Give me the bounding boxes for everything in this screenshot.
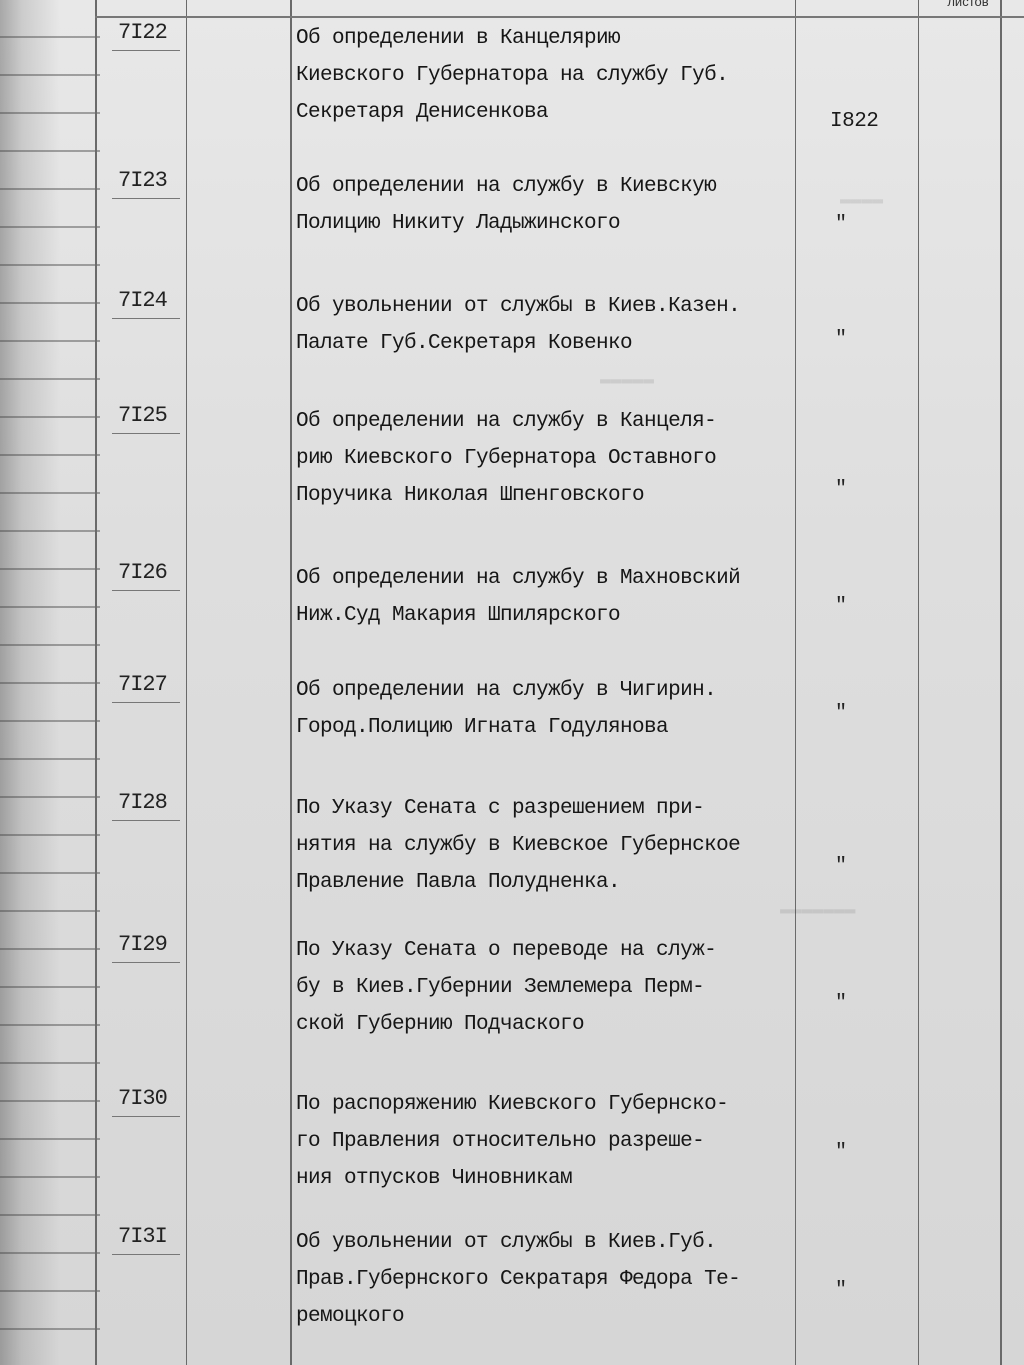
title-line: По Указу Сената с разрешением при-	[296, 797, 705, 820]
title-line: Поручика Николая Шпенговского	[296, 484, 645, 507]
left-margin-rules	[0, 0, 100, 1365]
entry-title	[296, 560, 856, 634]
title-line: рию Киевского Губернатора Оставного	[296, 447, 717, 470]
bleed-through: ▬▬▬▬	[840, 190, 884, 210]
entry-title	[296, 790, 856, 901]
list-item	[100, 158, 1024, 278]
ditto-mark: "	[835, 855, 848, 878]
title-line: ния отпусков Чиновникам	[296, 1167, 573, 1190]
entry-title	[296, 168, 856, 242]
entry-number: 7I27	[118, 672, 167, 697]
ditto-mark: "	[835, 992, 848, 1015]
ditto-mark: "	[835, 1279, 848, 1302]
entry-title	[296, 288, 856, 362]
number-underline	[112, 702, 180, 703]
number-underline	[112, 433, 180, 434]
entry-year: I822	[830, 110, 879, 133]
entry-number: 7I30	[118, 1086, 167, 1111]
title-line: Об определении в Канцелярию	[296, 27, 621, 50]
number-underline	[112, 590, 180, 591]
entry-number: 7I26	[118, 560, 167, 585]
title-line: ремоцкого	[296, 1305, 405, 1328]
title-line: Киевского Губернатора на службу Губ.	[296, 64, 729, 87]
entry-title	[296, 20, 856, 131]
entry-number: 7I22	[118, 20, 167, 45]
title-line: бу в Киев.Губернии Землемера Перм-	[296, 976, 705, 999]
number-underline	[112, 50, 180, 51]
title-line: По Указу Сената о переводе на служ-	[296, 939, 717, 962]
ditto-mark: "	[835, 213, 848, 236]
title-line: Об определении на службу в Киевскую	[296, 175, 717, 198]
title-line: Прав.Губернского Секратаря Федора Те-	[296, 1268, 741, 1291]
list-item	[100, 10, 1024, 133]
ditto-mark: "	[835, 1141, 848, 1164]
title-line: Об увольнении от службы в Киев.Губ.	[296, 1231, 717, 1254]
title-line: го Правления относительно разреше-	[296, 1130, 705, 1153]
list-item	[100, 1214, 1024, 1334]
bleed-through: ▬▬▬▬▬▬▬	[780, 900, 856, 920]
entry-number: 7I24	[118, 288, 167, 313]
sheets-header: листов	[947, 0, 989, 9]
title-line: Об определении на службу в Махновский	[296, 567, 741, 590]
ditto-mark: "	[835, 328, 848, 351]
entry-title	[296, 403, 856, 514]
title-line: ской Губернию Подчаского	[296, 1013, 585, 1036]
list-item	[100, 550, 1024, 670]
title-line: Об определении на службу в Канцеля-	[296, 410, 717, 433]
number-underline	[112, 318, 180, 319]
title-line: Ниж.Суд Макария Шпилярского	[296, 604, 621, 627]
entry-number: 7I28	[118, 790, 167, 815]
title-line: Правление Павла Полудненка.	[296, 871, 621, 894]
entry-title	[296, 672, 856, 746]
title-line: По распоряжению Киевского Губернско-	[296, 1093, 729, 1116]
list-item	[100, 393, 1024, 513]
entry-title	[296, 1224, 856, 1335]
number-underline	[112, 962, 180, 963]
entry-number: 7I29	[118, 932, 167, 957]
column-rule-left	[95, 0, 97, 1365]
entry-title	[296, 1086, 856, 1197]
title-line: Секретаря Денисенкова	[296, 101, 549, 124]
title-line: Об определении на службу в Чигирин.	[296, 679, 717, 702]
list-item	[100, 278, 1024, 398]
number-underline	[112, 198, 180, 199]
list-item	[100, 780, 1024, 900]
title-line: Об увольнении от службы в Киев.Казен.	[296, 295, 741, 318]
ditto-mark: "	[835, 702, 848, 725]
entry-number: 7I23	[118, 168, 167, 193]
entry-title	[296, 932, 856, 1043]
list-item	[100, 922, 1024, 1042]
entry-number: 7I3I	[118, 1224, 167, 1249]
entry-number: 7I25	[118, 403, 167, 428]
bleed-through: ▬▬▬▬▬	[600, 370, 655, 390]
number-underline	[112, 1116, 180, 1117]
ditto-mark: "	[835, 595, 848, 618]
number-underline	[112, 1254, 180, 1255]
ditto-mark: "	[835, 478, 848, 501]
list-item	[100, 662, 1024, 782]
title-line: Город.Полицию Игната Годулянова	[296, 716, 669, 739]
title-line: нятия на службу в Киевское Губернское	[296, 834, 741, 857]
list-item	[100, 1076, 1024, 1196]
title-line: Полицию Никиту Ладыжинского	[296, 212, 621, 235]
title-line: Палате Губ.Секретаря Ковенко	[296, 332, 633, 355]
number-underline	[112, 820, 180, 821]
